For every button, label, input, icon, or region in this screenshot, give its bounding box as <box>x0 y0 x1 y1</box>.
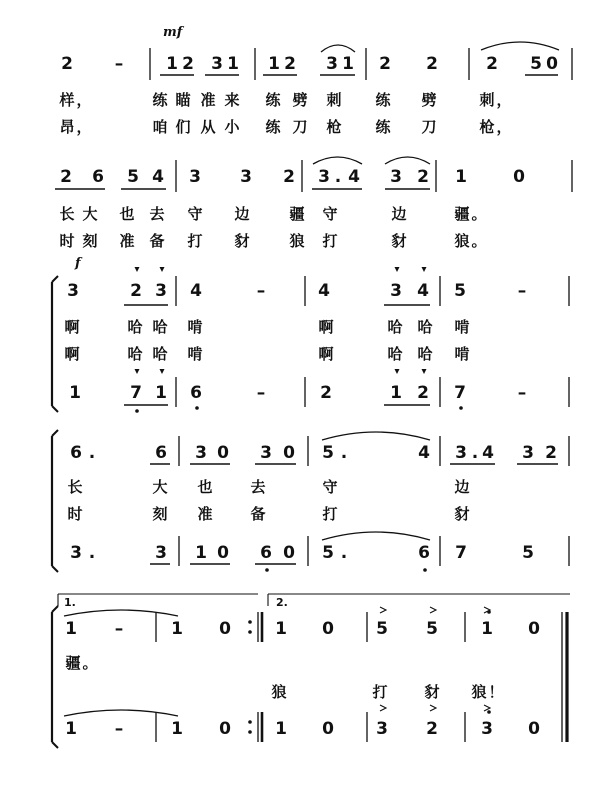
note-lower: 1 <box>65 719 77 739</box>
lyric-verse2: 。 <box>471 232 487 250</box>
note-upper: 4 <box>190 281 202 301</box>
note: 3 <box>189 167 201 187</box>
note: 3 <box>211 54 223 74</box>
note-upper: 0 <box>283 443 295 463</box>
lyric-verse1: 哈 <box>127 318 143 336</box>
note: 1 <box>166 54 178 74</box>
lyric-verse2: 刀 <box>421 118 437 136</box>
note: 2 <box>486 54 498 74</box>
lyric-verse2: 枪 <box>326 118 342 136</box>
note-lower: . <box>88 543 96 563</box>
note-upper: 0 <box>219 619 231 639</box>
note-lower: 7 <box>130 383 142 403</box>
lyric-verse2: 时 <box>59 232 75 250</box>
note-upper: 4 <box>482 443 494 463</box>
lyric-verse1: 疆 <box>65 654 81 672</box>
note: 3 <box>318 167 330 187</box>
lyric-verse1: 劈 <box>292 91 308 109</box>
lyric-verse1: 哈 <box>417 318 433 336</box>
note: 1 <box>227 54 239 74</box>
lyric-verse1: 守 <box>322 478 338 496</box>
note: – <box>114 54 124 74</box>
note-lower: 0 <box>322 719 334 739</box>
note-upper: . <box>340 443 348 463</box>
lyric-verse2: 豺 <box>391 232 407 250</box>
lyric-verse1: 也 <box>119 205 135 223</box>
note-lower: 3 <box>155 543 167 563</box>
note-upper: 0 <box>217 443 229 463</box>
lyric-verse1: 啊 <box>64 318 80 336</box>
lyric-verse2: 啊 <box>64 345 80 363</box>
note-upper: 1 <box>65 619 77 639</box>
note: 5 <box>127 167 139 187</box>
note: 4 <box>348 167 360 187</box>
note: 6 <box>92 167 104 187</box>
note-upper: 4 <box>418 443 430 463</box>
lyric-verse2: 狼 <box>471 683 487 701</box>
lyric-verse2: 打 <box>372 683 388 701</box>
note-lower: 1 <box>171 719 183 739</box>
lyric-verse2: 刻 <box>152 505 168 523</box>
note-upper: 3 <box>390 281 402 301</box>
lyric-verse2: 们 <box>175 118 191 136</box>
note-lower: 3 <box>481 719 493 739</box>
note-lower: 3 <box>70 543 82 563</box>
lyric-verse1: 练 <box>375 91 391 109</box>
note-upper: – <box>517 281 527 301</box>
note-lower: 7 <box>455 543 467 563</box>
lyric-verse1: 准 <box>200 91 216 109</box>
lyric-verse2: 咱 <box>152 118 168 136</box>
lyric-verse1: 边 <box>454 478 470 496</box>
note-lower: 1 <box>195 543 207 563</box>
note-upper: 5 <box>426 619 438 639</box>
note-upper: 0 <box>322 619 334 639</box>
note-lower: 5 <box>522 543 534 563</box>
lyric-verse2: 刀 <box>292 118 308 136</box>
lyric-verse2: 打 <box>187 232 203 250</box>
lyric-verse2: 豺 <box>234 232 250 250</box>
note-upper: 3 <box>155 281 167 301</box>
note-lower: 2 <box>417 383 429 403</box>
lyric-verse2: 啊 <box>318 345 334 363</box>
note-lower: 6 <box>260 543 272 563</box>
lyric-verse1: 去 <box>149 205 165 223</box>
note-upper: 3 <box>67 281 79 301</box>
lyric-verse2: 准 <box>119 232 135 250</box>
note: 1 <box>342 54 354 74</box>
lyric-verse2: 豺 <box>424 683 440 701</box>
lyric-verse1: 啊 <box>318 318 334 336</box>
note-upper: 5 <box>376 619 388 639</box>
lyric-verse1: 劈 <box>421 91 437 109</box>
lyric-verse1: 也 <box>197 478 213 496</box>
note-lower: 6 <box>190 383 202 403</box>
lyric-verse2: 备 <box>250 505 266 523</box>
lyric-verse1: 刺 <box>326 91 342 109</box>
note-upper: 6 <box>70 443 82 463</box>
note-upper: . <box>471 443 479 463</box>
note-lower: 7 <box>454 383 466 403</box>
lyric-verse2: 打 <box>322 232 338 250</box>
note: 2 <box>61 54 73 74</box>
lyric-verse1: 大 <box>152 478 168 496</box>
note-upper: 0 <box>528 619 540 639</box>
note-upper: 1 <box>171 619 183 639</box>
note-upper: – <box>114 619 124 639</box>
note-lower: 6 <box>418 543 430 563</box>
lyric-verse1: 哈 <box>152 318 168 336</box>
note: 0 <box>513 167 525 187</box>
note: 2 <box>417 167 429 187</box>
note: 2 <box>283 167 295 187</box>
note-lower: 0 <box>283 543 295 563</box>
note-upper: . <box>88 443 96 463</box>
note-lower: 0 <box>528 719 540 739</box>
note-upper: 3 <box>195 443 207 463</box>
lyric-verse2: ， <box>496 118 512 136</box>
lyric-verse1: 疆 <box>454 205 470 223</box>
note-lower: – <box>256 383 266 403</box>
lyric-verse1: 大 <box>82 205 98 223</box>
volta-second-label: 2. <box>276 596 288 609</box>
lyric-verse2: 狼 <box>454 232 470 250</box>
lyric-verse2: ！ <box>488 683 504 701</box>
note-upper: 2 <box>130 281 142 301</box>
note-upper: 3 <box>455 443 467 463</box>
lyric-verse2: 哈 <box>387 345 403 363</box>
lyric-verse2: 准 <box>197 505 213 523</box>
lyric-verse2: 啃 <box>187 345 203 363</box>
note-upper: 4 <box>318 281 330 301</box>
note-upper: 1 <box>275 619 287 639</box>
lyric-verse2: 从 <box>200 118 216 136</box>
lyric-verse1: 来 <box>224 91 240 109</box>
lyric-verse2: 啃 <box>454 345 470 363</box>
volta-first-label: 1. <box>64 596 76 609</box>
note-upper: 3 <box>260 443 272 463</box>
note: 2 <box>284 54 296 74</box>
note-lower: 5 <box>322 543 334 563</box>
note-upper: 5 <box>454 281 466 301</box>
lyric-verse2: 哈 <box>152 345 168 363</box>
lyric-verse2: 刻 <box>82 232 98 250</box>
note-lower: – <box>114 719 124 739</box>
note-upper: – <box>256 281 266 301</box>
dynamic-mf: mf <box>163 25 183 40</box>
note-lower: – <box>517 383 527 403</box>
lyric-verse1: 。 <box>471 205 487 223</box>
lyric-verse1: 守 <box>322 205 338 223</box>
lyric-verse2: 练 <box>375 118 391 136</box>
note-lower: 0 <box>217 543 229 563</box>
lyric-verse1: 长 <box>59 205 75 223</box>
lyric-verse2: 时 <box>67 505 83 523</box>
lyric-verse2: 狼 <box>289 232 305 250</box>
lyric-verse1: 练 <box>152 91 168 109</box>
note: 4 <box>152 167 164 187</box>
lyric-verse1: 啃 <box>187 318 203 336</box>
lyric-verse2: 小 <box>224 118 240 136</box>
lyric-verse1: 守 <box>187 205 203 223</box>
note-upper: 4 <box>417 281 429 301</box>
note-lower: 2 <box>320 383 332 403</box>
note-upper: 2 <box>545 443 557 463</box>
lyric-verse1: 哈 <box>387 318 403 336</box>
note: 2 <box>426 54 438 74</box>
lyric-verse1: 长 <box>67 478 83 496</box>
lyric-verse2: 打 <box>322 505 338 523</box>
note: 1 <box>268 54 280 74</box>
note: 3 <box>240 167 252 187</box>
lyric-verse2: 狼 <box>271 683 287 701</box>
lyric-verse2: 练 <box>265 118 281 136</box>
lyric-verse1: 去 <box>250 478 266 496</box>
note: 3 <box>390 167 402 187</box>
lyric-verse2: 哈 <box>127 345 143 363</box>
lyric-verse2: ， <box>76 118 92 136</box>
note-lower: 2 <box>426 719 438 739</box>
lyric-verse1: 刺 <box>479 91 495 109</box>
note: 2 <box>379 54 391 74</box>
note: . <box>334 167 342 187</box>
note-lower: 1 <box>69 383 81 403</box>
lyric-verse1: 边 <box>391 205 407 223</box>
lyric-verse2: 枪 <box>479 118 495 136</box>
note-upper: 1 <box>481 619 493 639</box>
lyric-verse2: 备 <box>149 232 165 250</box>
note-lower: 0 <box>219 719 231 739</box>
note-lower: 1 <box>155 383 167 403</box>
note: 5 <box>530 54 542 74</box>
dynamic-f: f <box>75 256 81 271</box>
note-upper: 5 <box>322 443 334 463</box>
note-upper: 6 <box>155 443 167 463</box>
note: 1 <box>455 167 467 187</box>
lyric-verse1: ， <box>496 91 512 109</box>
note: 0 <box>546 54 558 74</box>
lyric-verse1: 啃 <box>454 318 470 336</box>
lyric-verse1: 疆 <box>289 205 305 223</box>
note-lower: 3 <box>376 719 388 739</box>
lyric-verse2: 豺 <box>454 505 470 523</box>
note: 3 <box>326 54 338 74</box>
lyric-verse1: 边 <box>234 205 250 223</box>
lyric-verse1: 练 <box>265 91 281 109</box>
note-lower: . <box>340 543 348 563</box>
note-lower: 1 <box>390 383 402 403</box>
lyric-verse1: 样 <box>59 91 75 109</box>
note: 2 <box>182 54 194 74</box>
lyric-verse1: 瞄 <box>175 91 191 109</box>
note-upper: 3 <box>522 443 534 463</box>
lyric-verse2: 昂 <box>59 118 75 136</box>
note: 2 <box>60 167 72 187</box>
lyric-verse1: ， <box>76 91 92 109</box>
lyric-verse2: 哈 <box>417 345 433 363</box>
lyric-verse1: 。 <box>82 654 98 672</box>
note-lower: 1 <box>275 719 287 739</box>
